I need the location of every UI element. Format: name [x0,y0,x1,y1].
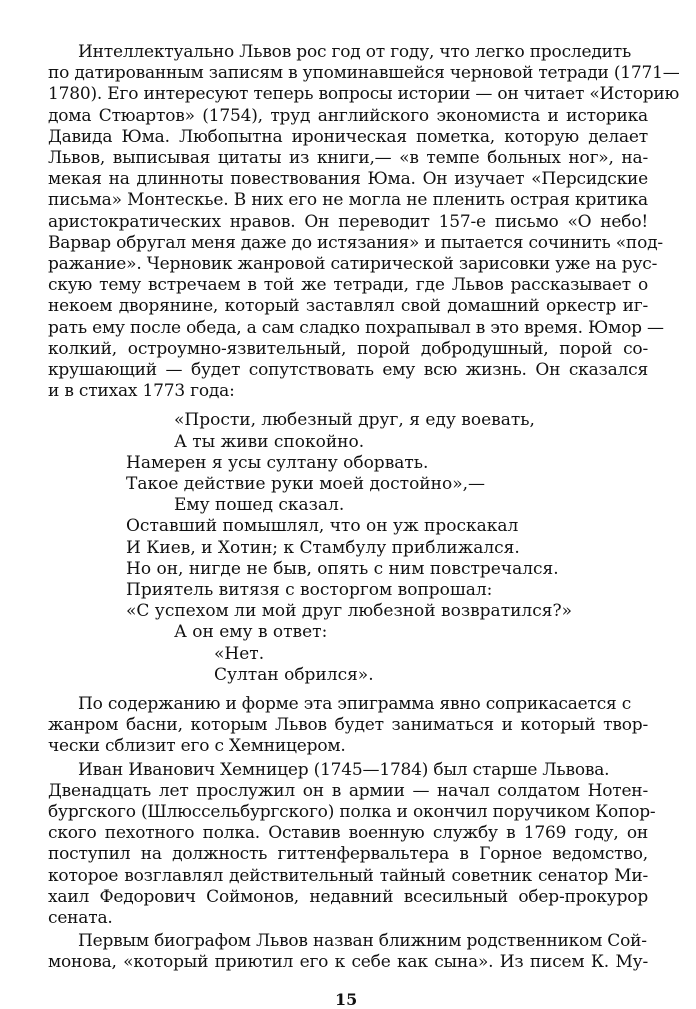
text-line: которое возглавлял действительный тайный советник сенатор Ми- [48,865,648,886]
poem-line: Султан обрился». [214,664,374,685]
text-line: По содержанию и форме эта эпиграмма явно соприкасается с [78,694,632,714]
text-line: крушающий — будет сопутствовать ему всю жизнь. Он сказался [48,360,648,380]
text-line: чески сблизит его с Хемницером. [48,736,346,757]
text-line: по датированным записям в упоминавшейся черновой тетради (1771— [48,63,680,84]
text-line: письма» Монтескье. В них его не могла не пленить острая критика [48,190,648,211]
poem-line: Такое действие руки моей достойно»,— [126,474,486,494]
page-number: 15 [335,989,358,1009]
poem-line: Но он, нигде не быв, опять с ним повстречался. [126,558,559,579]
poem-line: Оставший помышлял, что он уж проскакал [126,516,519,537]
text-line: и в стихах 1773 года: [48,381,235,402]
text-line: 1780). Его интересуют теперь вопросы истории — он читает «Историю [48,84,680,105]
text-line: скую тему встречаем в той же тетради, где Львов рассказывает о [48,275,648,296]
text-line: Львов, выписывая цитаты из книги,— «в темпе больных ног», на- [48,148,648,168]
text-line: жанром басни, которым Львов будет заниматься и который твор- [48,715,648,736]
poem-line: А ты живи спокойно. [174,431,365,452]
poem-line: Приятель витязя с восторгом вопрошал: [126,580,493,600]
poem-line: «Нет. [214,643,265,664]
text-line: Иван Иванович Хемницер (1745—1784) был старше Львова. [78,759,610,780]
text-line: дома Стюартов» (1754), труд английского экономиста и историка [48,105,648,126]
text-line: мекая на длинноты повествования Юма. Он изучает «Персидские [48,169,648,190]
poem-line: И Киев, и Хотин; к Стамбулу приближался. [126,537,520,558]
poem-line: Ему пошед сказал. [174,495,345,516]
poem-line: «С успехом ли мой друг любезной возвратился?» [126,601,572,622]
text-line: Интеллектуально Львов рос год от году, что легко проследить [78,42,632,62]
text-line: сената. [48,908,113,928]
poem-line: А он ему в ответ: [174,622,328,643]
poem-line: Намерен я усы султану оборвать. [126,452,429,473]
text-line: ражание». Черновик жанровой сатирической зарисовки уже на рус- [48,254,658,274]
text-line: хаил Федорович Соймонов, недавний всесильный обер-прокурор [48,886,648,907]
text-line: некоем дворянине, который заставлял свой домашний оркестр иг- [48,296,648,317]
text-line: монова, «который приютил его к себе как сына». Из писем К. Му- [48,952,648,973]
poem-line: «Прости, любезный друг, я еду воевать, [174,410,535,431]
text-line: Варвар обругал меня даже до истязания» и пытается сочинить «под- [48,232,663,253]
text-line: рать ему после обеда, а сам сладко похрапывал в это время. Юмор — [48,317,664,338]
text-line: поступил на должность гиттенфервальтера в Горное ведомство, [48,844,648,865]
text-line: Первым биографом Львов назван ближним родственником Сой- [78,931,647,952]
text-line: Давида Юма. Любопытна ироническая пометка, которую делает [48,126,648,147]
text-line: аристократических нравов. Он переводит 157-е письмо «О небо! [48,211,648,232]
text-line: ского пехотного полка. Оставив военную службу в 1769 году, он [48,823,648,844]
text-line: бургского (Шлюссельбургского) полка и окончил поручиком Копор- [48,802,656,822]
text-line: колкий, остроумно-язвительный, порой добродушный, порой со- [48,338,648,359]
text-line: Двенадцать лет прослужил он в армии — начал солдатом Нотен- [48,780,648,801]
